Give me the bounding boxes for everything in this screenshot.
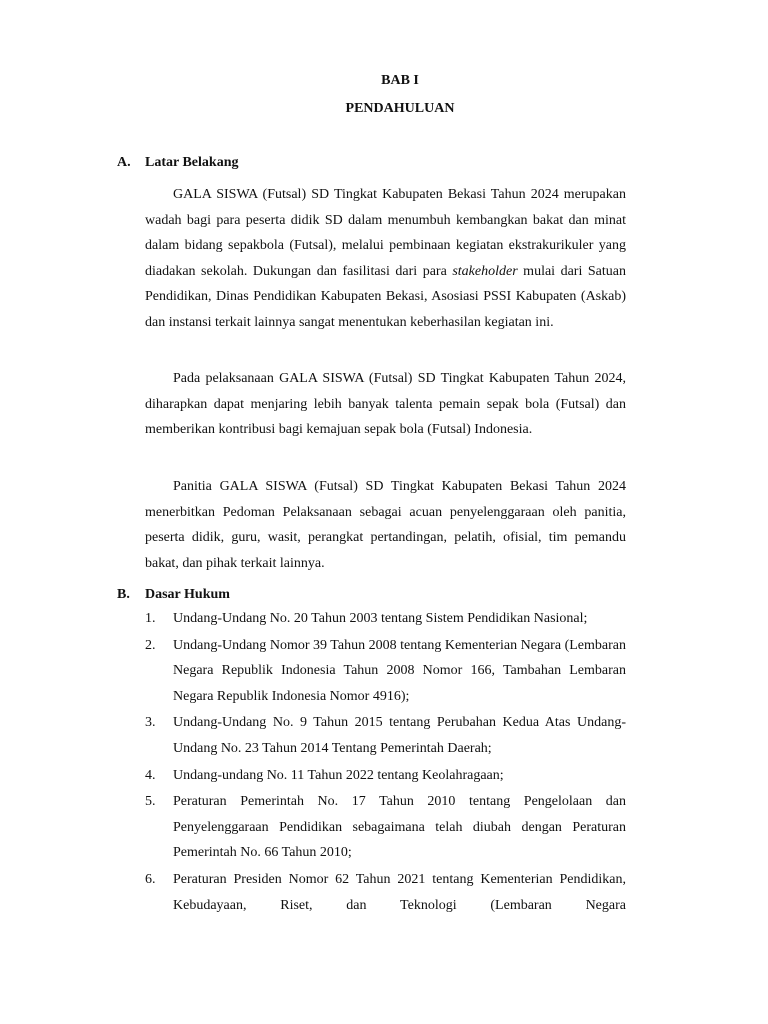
section-a-title: Latar Belakang (145, 155, 239, 170)
legal-basis-item-3 (145, 710, 626, 761)
section-a-letter: A. (117, 155, 131, 170)
paragraph-1-text-after: mulai dari Satuan Pendidikan, Dinas Pendidikan Kabupaten Bekasi, Asosiasi PSSI Kabupaten (Askab) dan instansi terkait lainnya sangat menentukan keberhasilan kegiatan ini. (145, 263, 626, 330)
paragraph-background-2: Pada pelaksanaan GALA SISWA (Futsal) SD Tingkat Kabupaten Tahun 2024, diharapkan dapat menjaring lebih banyak talenta pemain sepak bola (Futsal) dan memberikan kontribusi bagi kemajuan sepak bola (Futsal) Indonesia. (145, 371, 626, 438)
list-item-text: Undang-undang No. 11 Tahun 2022 tentang Keolahragaan; (173, 767, 504, 783)
list-number: 3. (145, 715, 156, 731)
paragraph-1-text-before: GALA SISWA (Futsal) SD Tingkat Kabupaten Bekasi Tahun 2024 merupakan wadah bagi para peserta didik SD dalam menumbuh kembangkan bakat dan minat dalam bidang sepakbola (Futsal), melalui pembinaan kegiatan ekstrakurikuler yang diadakan sekolah. Dukungan dan fasilitasi dari para (145, 187, 626, 279)
list-item-text: Undang-Undang Nomor 39 Tahun 2008 tentang Kementerian Negara (Lembaran Negara Republik Indonesia Tahun 2008 Nomor 166, Tambahan Lembaran Negara Republik Indonesia Nomor 4916); (173, 637, 626, 704)
list-item-text: Undang-Undang No. 9 Tahun 2015 tentang Perubahan Kedua Atas Undang-Undang No. 23 Tahun 2014 Tentang Pemerintah Daerah; (173, 715, 626, 756)
section-b-heading (117, 586, 230, 604)
section-b-letter: B. (117, 587, 130, 602)
list-item-text: Peraturan Presiden Nomor 62 Tahun 2021 tentang Kementerian Pendidikan, Kebudayaan, Riset, dan Teknologi (Lembaran Negara (173, 871, 626, 913)
chapter-number: BAB I (381, 73, 419, 88)
list-item-text: Peraturan Pemerintah No. 17 Tahun 2010 tentang Pengelolaan dan Penyelenggaraan Pendidikan sebagaimana telah diubah dengan Peraturan Pemerintah No. 66 Tahun 2010; (173, 794, 626, 861)
legal-basis-item-5 (145, 789, 626, 866)
list-number: 1. (145, 611, 156, 626)
legal-basis-list (145, 606, 626, 919)
section-b-title: Dasar Hukum (145, 587, 230, 602)
legal-basis-item-2 (145, 633, 626, 710)
section-a-heading (117, 154, 238, 172)
paragraph-background-1 (145, 182, 626, 336)
list-item-text: Undang-Undang No. 20 Tahun 2003 tentang Sistem Pendidikan Nasional; (173, 611, 588, 626)
paragraph-1-italic-term: stakeholder (452, 263, 518, 279)
chapter-title: PENDAHULUAN (345, 101, 455, 116)
list-number: 5. (145, 794, 156, 810)
legal-basis-item-1 (145, 606, 626, 632)
legal-basis-item-4 (145, 763, 626, 789)
legal-basis-item-6 (145, 867, 626, 918)
list-number: 6. (145, 871, 156, 887)
list-number: 4. (145, 767, 156, 783)
paragraph-background-3: Panitia GALA SISWA (Futsal) SD Tingkat Kabupaten Bekasi Tahun 2024 menerbitkan Pedoman Pelaksanaan sebagai acuan penyelenggaraan oleh panitia, peserta didik, guru, wasit, perangkat pertandingan, pelatih, ofisial, tim pemandu bakat, dan pihak terkait lainnya. (145, 479, 637, 571)
list-number: 2. (145, 637, 156, 653)
